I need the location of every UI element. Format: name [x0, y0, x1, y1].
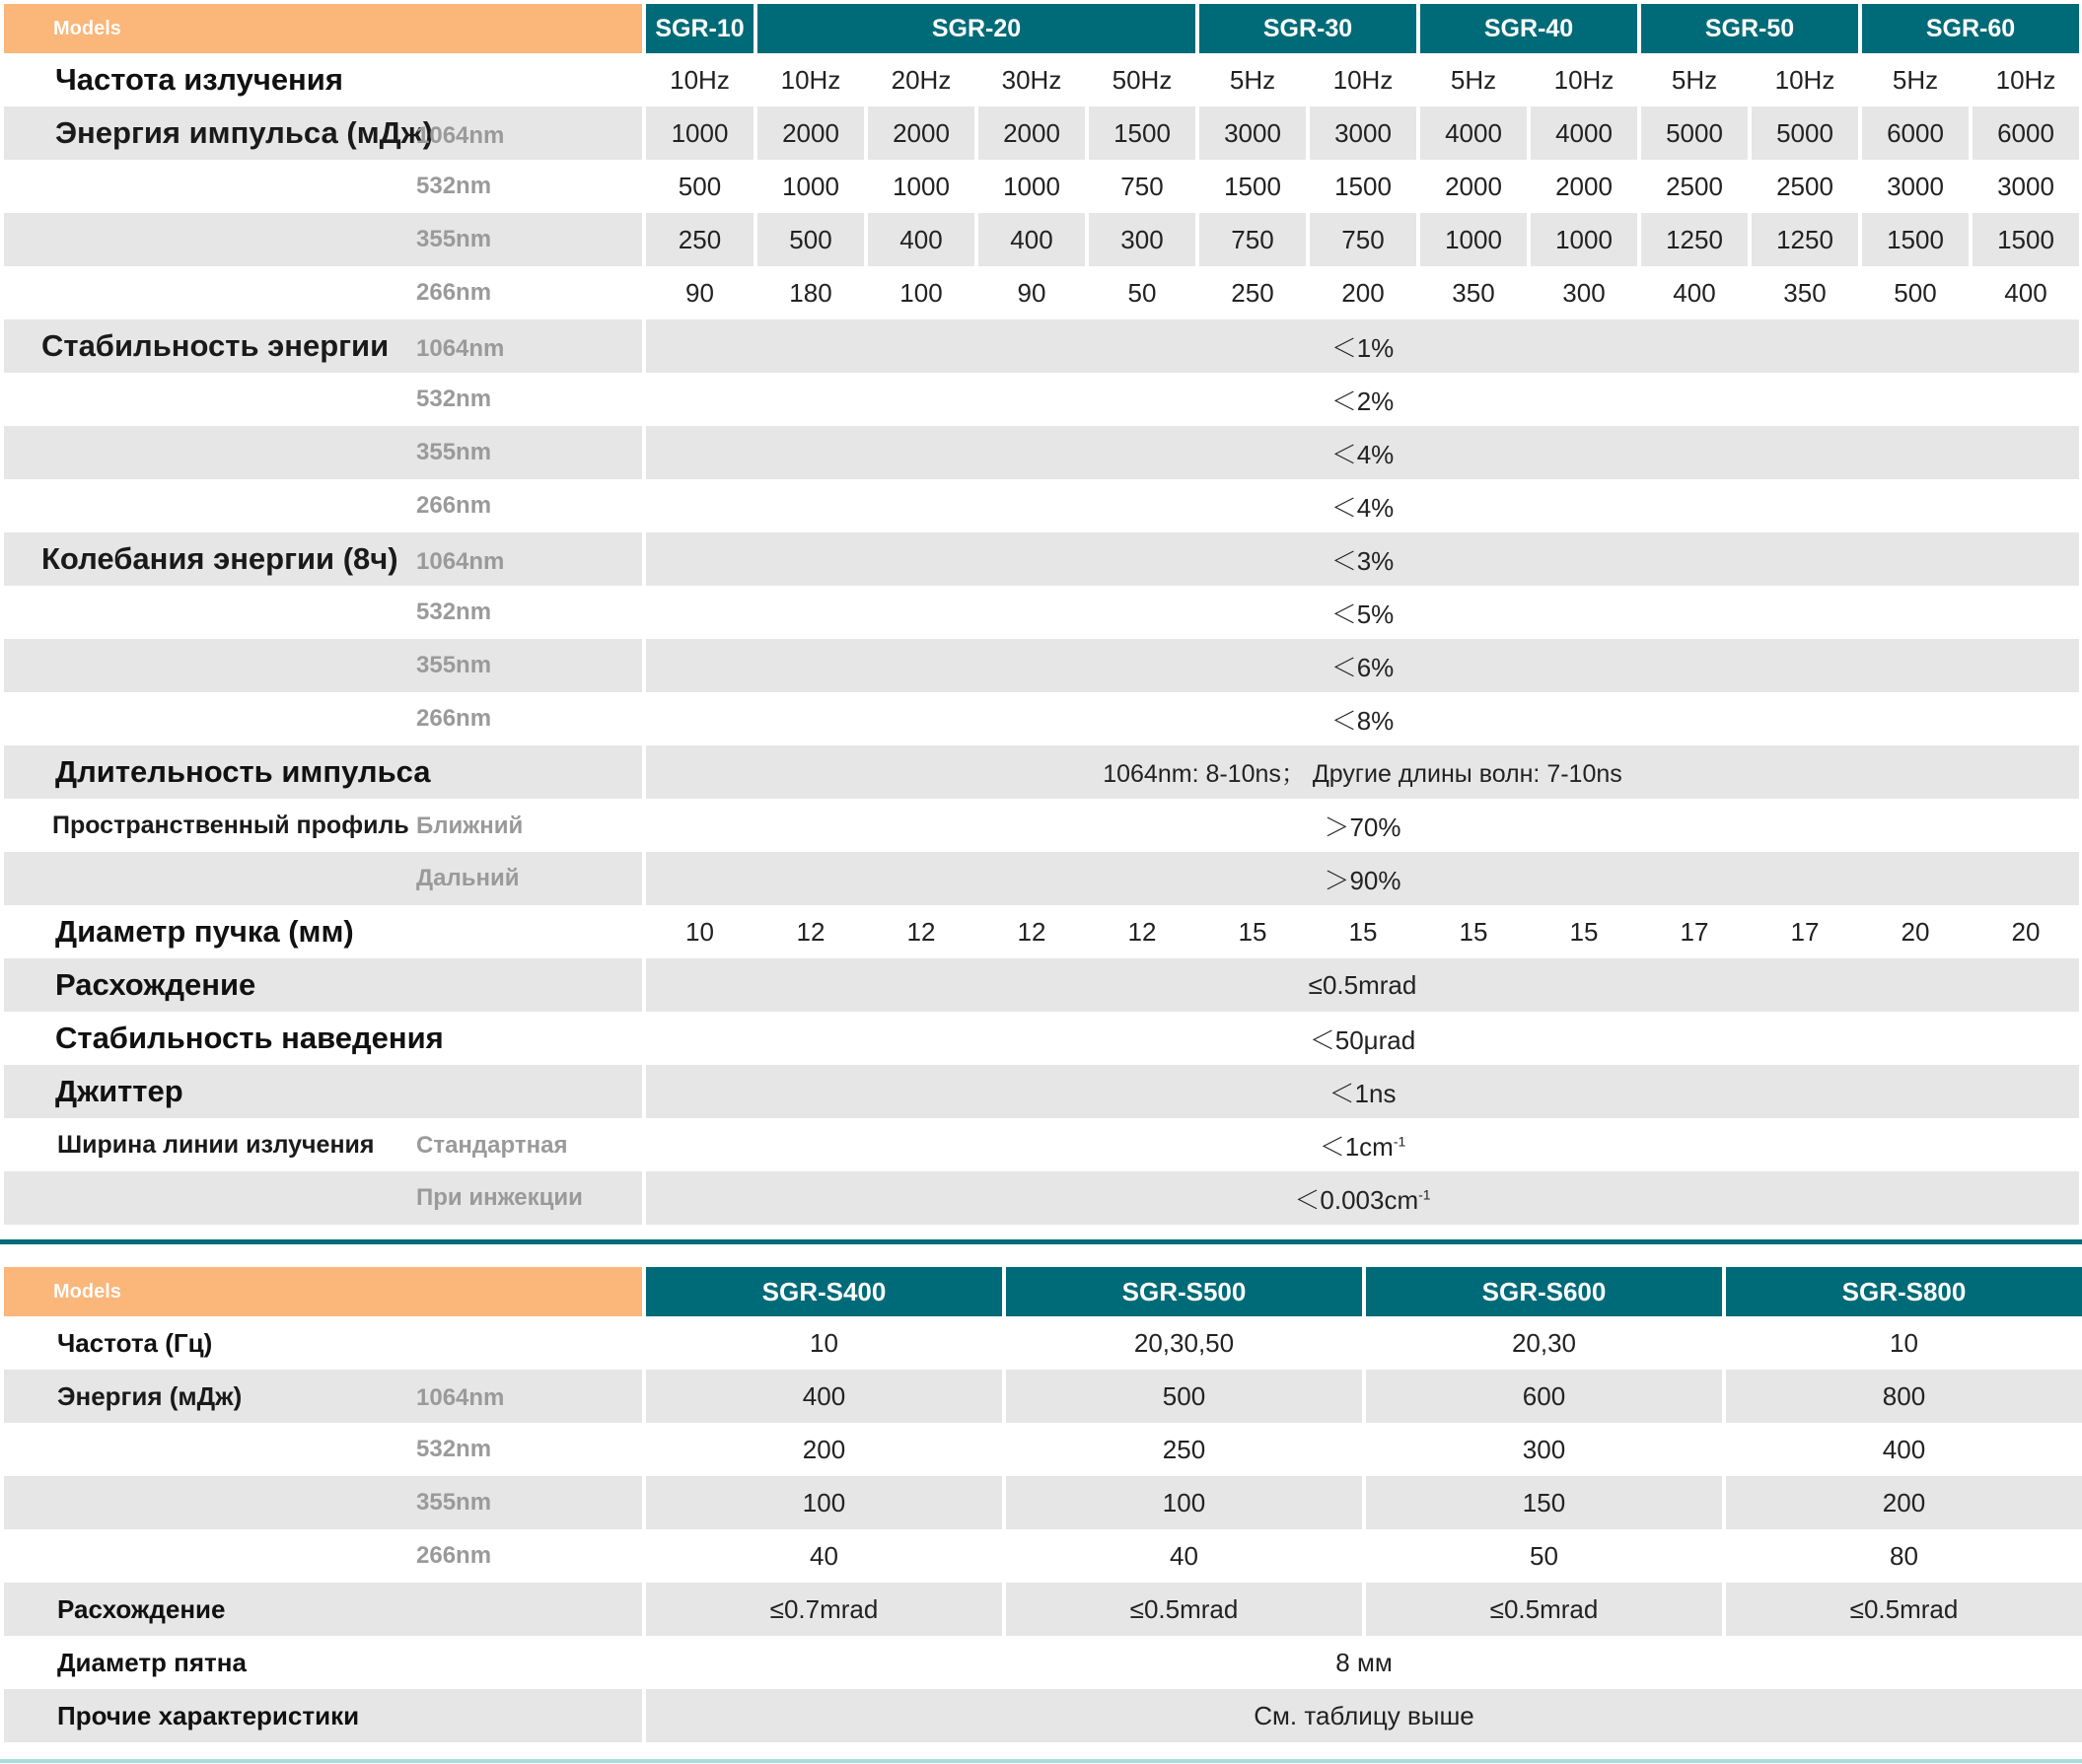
cell: 4000 — [1420, 106, 1527, 160]
wavelength-label: 355nm — [4, 639, 642, 692]
sub-label: При инжекции — [4, 1171, 642, 1225]
cell: 500 — [678, 171, 722, 201]
cell: 15 — [1348, 916, 1378, 947]
value-text: ＜0.003cm — [1294, 1184, 1419, 1215]
superscript: -1 — [1393, 1132, 1406, 1149]
energy-355-row — [4, 1476, 2082, 1529]
cell: 750 — [1120, 171, 1164, 201]
wavelength-label: 266nm — [416, 1542, 492, 1569]
cell: 750 — [1199, 213, 1306, 266]
cell: 12 — [796, 916, 826, 947]
row-label-cell — [4, 106, 642, 160]
wavelength-label: 532nm — [416, 599, 492, 625]
row-label-cell — [4, 799, 642, 852]
energy-266-row — [4, 266, 2079, 319]
cell: 1000 — [782, 171, 839, 201]
row-label: Частота излучения — [55, 62, 343, 97]
sub-label: Стандартная — [416, 1131, 568, 1159]
merged-value: ＞70% — [1324, 811, 1401, 842]
cell: 12 — [1127, 916, 1157, 947]
merged-value: ＞90% — [646, 852, 2079, 905]
cell: 50 — [1530, 1540, 1558, 1571]
cell: 90 — [685, 277, 714, 308]
cell: 3000 — [1997, 171, 2054, 201]
cell: 1500 — [1334, 171, 1392, 201]
cell: 17 — [1790, 916, 1820, 947]
row-label: Диаметр пучка (мм) — [55, 914, 354, 949]
fluct-1064-row — [4, 532, 2079, 586]
cell: 12 — [906, 916, 936, 947]
row-label-cell — [4, 1118, 642, 1171]
row-label: Стабильность энергии — [41, 328, 390, 363]
merged-value — [646, 1171, 2079, 1225]
profile-far-row — [4, 852, 2079, 905]
cell: 1500 — [1089, 106, 1195, 160]
model-header: SGR-20 — [757, 4, 1195, 53]
cell: 250 — [1162, 1434, 1206, 1464]
wavelength-label: 266nm — [416, 279, 492, 306]
cell: 800 — [1726, 1370, 2082, 1423]
wavelength-label: 266nm — [416, 705, 492, 732]
cell: 1000 — [646, 106, 754, 160]
cell: 350 — [1783, 277, 1827, 308]
cell: 5Hz — [1229, 64, 1276, 95]
merged-value: 8 мм — [1335, 1647, 1393, 1677]
energy-355-row — [4, 213, 2079, 266]
spec-table-sgr-s — [0, 1267, 2082, 1742]
cell: 1500 — [1862, 213, 1969, 266]
cell: 3000 — [1310, 106, 1416, 160]
wavelength-label: 355nm — [4, 1476, 642, 1529]
cell: 400 — [2004, 277, 2047, 308]
wavelength-label: 532nm — [416, 1436, 492, 1462]
merged-value — [646, 1118, 2079, 1171]
cell: 20,30 — [1511, 1327, 1577, 1358]
cell: 15 — [1238, 916, 1267, 947]
merged-value: См. таблицу выше — [646, 1689, 2082, 1742]
cell: 10Hz — [1995, 64, 2056, 95]
cell: 200 — [1726, 1476, 2082, 1529]
cell: 400 — [646, 1370, 1002, 1423]
merged-value: ＜6% — [646, 639, 2079, 692]
cell: 2500 — [1666, 171, 1723, 201]
cell: 40 — [810, 1540, 838, 1571]
frequency-row — [4, 53, 2079, 106]
energy-1064-row — [4, 106, 2079, 160]
other-specs-row — [4, 1689, 2082, 1742]
cell: 20,30,50 — [1133, 1327, 1235, 1358]
cell: 5Hz — [1892, 64, 1939, 95]
row-label: Колебания энергии (8ч) — [41, 541, 398, 576]
row-label: Длительность импульса — [4, 745, 642, 799]
wavelength-label: 355nm — [4, 213, 642, 266]
stability-355-row — [4, 426, 2079, 479]
cell: 10Hz — [1774, 64, 1835, 95]
wavelength-label: 1064nm — [416, 122, 505, 149]
cell: 5Hz — [1450, 64, 1497, 95]
cell: 10Hz — [670, 64, 730, 95]
cell: 180 — [789, 277, 832, 308]
row-label: Диаметр пятна — [57, 1647, 247, 1677]
cell: 400 — [1673, 277, 1716, 308]
cell: 90 — [1017, 277, 1046, 308]
stability-532-row — [4, 373, 2079, 426]
cell: 5000 — [1752, 106, 1858, 160]
cell: 12 — [1017, 916, 1046, 947]
row-label: Ширина линии излучения — [57, 1130, 375, 1159]
row-label: Энергия (мДж) — [57, 1380, 243, 1411]
wavelength-label: 1064nm — [416, 548, 505, 575]
cell: 250 — [1231, 277, 1274, 308]
cell: 2000 — [757, 106, 864, 160]
wavelength-label: 532nm — [416, 386, 492, 412]
cell: 20 — [1901, 916, 1930, 947]
spot-diameter-row — [4, 1636, 2082, 1689]
models-label: Models — [4, 1267, 642, 1316]
cell: 50 — [1127, 277, 1157, 308]
merged-value: ≤0.5mrad — [646, 958, 2079, 1012]
linewidth-std-row — [4, 1118, 2079, 1171]
stability-266-row — [4, 479, 2079, 532]
row-label: Прочие характеристики — [4, 1689, 642, 1742]
fluct-532-row — [4, 586, 2079, 639]
cell: 2500 — [1776, 171, 1833, 201]
model-header: SGR-50 — [1641, 4, 1858, 53]
cell: 15 — [1569, 916, 1599, 947]
cell: 50Hz — [1112, 64, 1173, 95]
cell: 400 — [868, 213, 974, 266]
merged-value: ＜3% — [646, 532, 2079, 586]
energy-266-row — [4, 1529, 2082, 1583]
model-header: SGR-60 — [1862, 4, 2079, 53]
cell: 4000 — [1531, 106, 1637, 160]
cell: 10Hz — [780, 64, 841, 95]
cell: 500 — [757, 213, 864, 266]
cell: 1250 — [1641, 213, 1748, 266]
cell: ≤0.7mrad — [646, 1583, 1002, 1636]
jitter-row — [4, 1065, 2079, 1118]
cell: 10 — [1890, 1327, 1918, 1358]
frequency-row — [4, 1316, 2082, 1370]
merged-value: ＜8% — [1330, 705, 1395, 736]
cell: 5000 — [1641, 106, 1748, 160]
fluct-266-row — [4, 692, 2079, 745]
section-divider — [0, 1239, 2082, 1244]
merged-value: 1064nm: 8-10ns； Другие длины волн: 7-10ns — [646, 745, 2079, 799]
cell: 1000 — [1420, 213, 1527, 266]
cell: 200 — [1341, 277, 1385, 308]
cell: 200 — [802, 1434, 846, 1464]
cell: 750 — [1310, 213, 1416, 266]
row-label: Пространственный профиль — [52, 811, 409, 839]
wavelength-label: 532nm — [416, 173, 492, 199]
beam-diameter-row — [4, 905, 2079, 958]
model-header: SGR-30 — [1199, 4, 1416, 53]
cell: 1000 — [1003, 171, 1060, 201]
cell: 2000 — [1555, 171, 1613, 201]
energy-532-row — [4, 160, 2079, 213]
value-text: ＜1cm — [1319, 1131, 1394, 1162]
model-header: SGR-S800 — [1726, 1267, 2082, 1316]
cell: 10 — [810, 1327, 838, 1358]
row-label-cell — [4, 1370, 642, 1423]
cell: 3000 — [1199, 106, 1306, 160]
cell: 150 — [1366, 1476, 1722, 1529]
merged-value: ＜5% — [1330, 599, 1395, 629]
row-label: Энергия импульса (мДж) — [55, 115, 434, 150]
cell: 10Hz — [1553, 64, 1615, 95]
merged-value: ＜2% — [1330, 386, 1395, 416]
energy-532-row — [4, 1423, 2082, 1476]
cell: ≤0.5mrad — [1366, 1583, 1722, 1636]
cell: 6000 — [1973, 106, 2079, 160]
cell: 10 — [685, 916, 714, 947]
row-label: Расхождение — [4, 958, 642, 1012]
cell: 30Hz — [1001, 64, 1062, 95]
cell: 500 — [1006, 1370, 1362, 1423]
merged-value: ＜1% — [646, 319, 2079, 373]
cell: 3000 — [1887, 171, 1944, 201]
sub-label: Ближний — [416, 811, 524, 839]
fluct-355-row — [4, 639, 2079, 692]
models-header-row — [4, 4, 2079, 53]
cell: 250 — [646, 213, 754, 266]
pulse-duration-row — [4, 745, 2079, 799]
merged-value: ＜4% — [646, 426, 2079, 479]
row-label: Стабильность наведения — [55, 1021, 444, 1055]
cell: 15 — [1459, 916, 1488, 947]
energy-1064-row — [4, 1370, 2082, 1423]
cell: 400 — [978, 213, 1085, 266]
cell: 100 — [899, 277, 943, 308]
models-header-row — [4, 1267, 2082, 1316]
cell: 10Hz — [1332, 64, 1394, 95]
cell: 100 — [1006, 1476, 1362, 1529]
wavelength-label: 1064nm — [416, 1383, 505, 1411]
row-label: Частота (Гц) — [57, 1327, 213, 1358]
cell: 1000 — [1531, 213, 1637, 266]
cell: 5Hz — [1671, 64, 1718, 95]
divergence-row — [4, 1583, 2082, 1636]
row-label-cell — [4, 532, 642, 586]
cell: 600 — [1366, 1370, 1722, 1423]
cell: 2000 — [1445, 171, 1502, 201]
wavelength-label: 355nm — [4, 426, 642, 479]
model-header: SGR-S400 — [646, 1267, 1002, 1316]
model-header: SGR-10 — [646, 4, 754, 53]
row-label: Расхождение — [4, 1583, 642, 1636]
merged-value: ＜50μrad — [1309, 1024, 1416, 1055]
bottom-rule — [0, 1759, 2082, 1763]
wavelength-label: 1064nm — [416, 335, 505, 362]
row-label-cell — [4, 319, 642, 373]
cell: 80 — [1890, 1540, 1918, 1571]
cell: 300 — [1562, 277, 1606, 308]
cell: ≤0.5mrad — [1726, 1583, 2082, 1636]
cell: 20Hz — [891, 64, 952, 95]
cell: 40 — [1170, 1540, 1198, 1571]
model-header: SGR-S500 — [1006, 1267, 1362, 1316]
merged-value: ＜4% — [1330, 492, 1395, 523]
cell: 300 — [1089, 213, 1195, 266]
cell: 100 — [646, 1476, 1002, 1529]
cell: ≤0.5mrad — [1006, 1583, 1362, 1636]
sub-label: Дальний — [4, 852, 642, 905]
cell: 2000 — [868, 106, 974, 160]
cell: 6000 — [1862, 106, 1969, 160]
cell: 400 — [1882, 1434, 1926, 1464]
row-label: Джиттер — [4, 1065, 642, 1118]
pointing-row — [4, 1012, 2079, 1065]
cell: 20 — [2011, 916, 2041, 947]
wavelength-label: 266nm — [416, 492, 492, 519]
model-header: SGR-40 — [1420, 4, 1637, 53]
cell: 350 — [1452, 277, 1495, 308]
linewidth-inj-row — [4, 1171, 2079, 1225]
cell: 2000 — [978, 106, 1085, 160]
cell: 1000 — [893, 171, 950, 201]
models-label: Models — [4, 4, 642, 53]
merged-value: ＜1ns — [646, 1065, 2079, 1118]
superscript: -1 — [1418, 1185, 1431, 1202]
cell: 1500 — [1224, 171, 1281, 201]
profile-near-row — [4, 799, 2079, 852]
stability-1064-row — [4, 319, 2079, 373]
cell: 1500 — [1973, 213, 2079, 266]
cell: 1250 — [1752, 213, 1858, 266]
cell: 17 — [1680, 916, 1709, 947]
cell: 500 — [1894, 277, 1937, 308]
divergence-row — [4, 958, 2079, 1012]
spec-table-sgr — [0, 4, 2082, 1225]
cell: 300 — [1522, 1434, 1566, 1464]
model-header: SGR-S600 — [1366, 1267, 1722, 1316]
